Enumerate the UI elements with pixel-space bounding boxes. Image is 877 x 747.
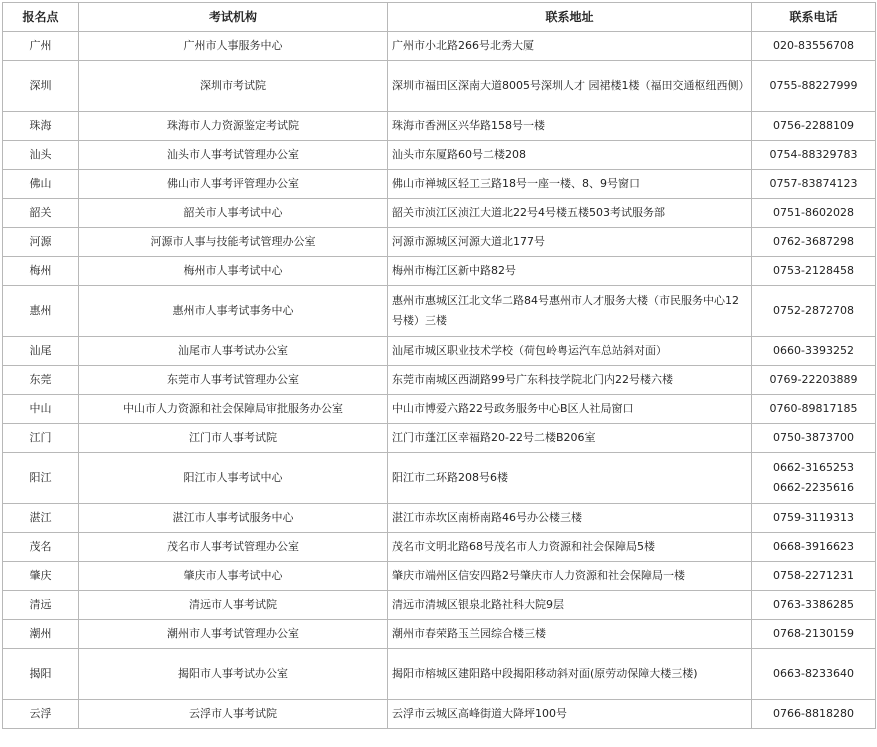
table-row	[3, 337, 876, 366]
phone-number: 0752-2872708	[773, 304, 854, 317]
address-cell: 中山市博爱六路22号政务服务中心B区人社局窗口	[388, 395, 752, 424]
site-cell: 云浮	[3, 700, 79, 729]
org-cell: 梅州市人事考试中心	[79, 257, 388, 286]
address-cell: 茂名市文明北路68号茂名市人力资源和社会保障局5楼	[388, 533, 752, 562]
site-cell: 河源	[3, 228, 79, 257]
phone-number: 0759-3119313	[773, 511, 854, 524]
address-cell: 东莞市南城区西湖路99号广东科技学院北门内22号楼六楼	[388, 366, 752, 395]
table-row	[3, 112, 876, 141]
table-row	[3, 141, 876, 170]
org-cell: 中山市人力资源和社会保障局审批服务办公室	[79, 395, 388, 424]
phone-number: 0757-83874123	[769, 177, 858, 190]
phone-number: 0660-3393252	[773, 344, 854, 357]
phone-number: 0769-22203889	[769, 373, 858, 386]
org-cell: 韶关市人事考试中心	[79, 199, 388, 228]
phone-number: 0751-8602028	[773, 206, 854, 219]
phone-cell	[752, 424, 876, 453]
address-cell: 佛山市禅城区轻工三路18号一座一楼、8、9号窗口	[388, 170, 752, 199]
phone-number: 0755-88227999	[769, 79, 858, 92]
site-cell: 梅州	[3, 257, 79, 286]
site-cell: 惠州	[3, 286, 79, 337]
org-cell: 惠州市人事考试事务中心	[79, 286, 388, 337]
site-cell: 中山	[3, 395, 79, 424]
org-cell: 深圳市考试院	[79, 61, 388, 112]
phone-number: 0754-88329783	[769, 148, 858, 161]
phone-number: 0756-2288109	[773, 119, 854, 132]
phone-cell	[752, 112, 876, 141]
address-cell: 梅州市梅江区新中路82号	[388, 257, 752, 286]
phone-number: 0763-3386285	[773, 598, 854, 611]
table-row	[3, 366, 876, 395]
address-cell: 云浮市云城区高峰街道大降坪100号	[388, 700, 752, 729]
phone-number: 0663-8233640	[773, 667, 854, 680]
table-row	[3, 533, 876, 562]
site-cell: 汕尾	[3, 337, 79, 366]
phone-cell	[752, 562, 876, 591]
site-cell: 阳江	[3, 453, 79, 504]
site-cell: 潮州	[3, 620, 79, 649]
table-row	[3, 61, 876, 112]
phone-cell	[752, 453, 876, 504]
table-row	[3, 257, 876, 286]
org-cell: 茂名市人事考试管理办公室	[79, 533, 388, 562]
address-cell: 汕尾市城区职业技术学校（荷包岭粤运汽车总站斜对面）	[388, 337, 752, 366]
address-cell: 揭阳市榕城区建阳路中段揭阳移动斜对面(原劳动保障大楼三楼)	[388, 649, 752, 700]
table-row	[3, 700, 876, 729]
header-address: 联系地址	[388, 3, 752, 32]
phone-cell	[752, 395, 876, 424]
phone-cell	[752, 700, 876, 729]
phone-number: 020-83556708	[773, 39, 854, 52]
org-cell: 潮州市人事考试管理办公室	[79, 620, 388, 649]
org-cell: 珠海市人力资源鉴定考试院	[79, 112, 388, 141]
site-cell: 韶关	[3, 199, 79, 228]
phone-number: 0668-3916623	[773, 540, 854, 553]
site-cell: 揭阳	[3, 649, 79, 700]
phone-cell	[752, 337, 876, 366]
phone-cell	[752, 170, 876, 199]
org-cell: 东莞市人事考试管理办公室	[79, 366, 388, 395]
phone-cell	[752, 620, 876, 649]
table-row	[3, 424, 876, 453]
site-cell: 深圳	[3, 61, 79, 112]
table-row	[3, 199, 876, 228]
phone-cell	[752, 533, 876, 562]
address-cell: 珠海市香洲区兴华路158号一楼	[388, 112, 752, 141]
address-cell: 阳江市二环路208号6楼	[388, 453, 752, 504]
table-row	[3, 395, 876, 424]
address-cell: 惠州市惠城区江北文华二路84号惠州市人才服务大楼（市民服务中心12号楼）三楼	[388, 286, 752, 337]
site-cell: 广州	[3, 32, 79, 61]
table-row	[3, 649, 876, 700]
org-cell: 阳江市人事考试中心	[79, 453, 388, 504]
address-cell: 韶关市浈江区浈江大道北22号4号楼五楼503考试服务部	[388, 199, 752, 228]
site-cell: 佛山	[3, 170, 79, 199]
phone-number: 0768-2130159	[773, 627, 854, 640]
address-cell: 湛江市赤坎区南桥南路46号办公楼三楼	[388, 504, 752, 533]
table-row	[3, 32, 876, 61]
site-cell: 汕头	[3, 141, 79, 170]
org-cell: 汕头市人事考试管理办公室	[79, 141, 388, 170]
phone-cell	[752, 141, 876, 170]
exam-offices-table	[2, 2, 876, 729]
header-site: 报名点	[3, 3, 79, 32]
table-row	[3, 504, 876, 533]
phone-number: 0753-2128458	[773, 264, 854, 277]
address-cell: 潮州市春荣路玉兰园综合楼三楼	[388, 620, 752, 649]
phone-cell	[752, 32, 876, 61]
address-cell: 汕头市东厦路60号二楼208	[388, 141, 752, 170]
phone-number: 0662-3165253	[773, 461, 854, 474]
phone-number: 0760-89817185	[769, 402, 858, 415]
header-phone: 联系电话	[752, 3, 876, 32]
table-row	[3, 170, 876, 199]
address-cell: 广州市小北路266号北秀大厦	[388, 32, 752, 61]
phone-cell	[752, 649, 876, 700]
site-cell: 东莞	[3, 366, 79, 395]
phone-cell	[752, 257, 876, 286]
org-cell: 清远市人事考试院	[79, 591, 388, 620]
phone-number: 0750-3873700	[773, 431, 854, 444]
phone-cell	[752, 504, 876, 533]
phone-cell	[752, 199, 876, 228]
phone-cell	[752, 286, 876, 337]
address-cell: 清远市清城区银泉北路社科大院9层	[388, 591, 752, 620]
address-cell: 深圳市福田区深南大道8005号深圳人才 园裙楼1楼（福田交通枢纽西侧）	[388, 61, 752, 112]
site-cell: 湛江	[3, 504, 79, 533]
table-row	[3, 620, 876, 649]
phone-cell	[752, 366, 876, 395]
org-cell: 河源市人事与技能考试管理办公室	[79, 228, 388, 257]
header-org: 考试机构	[79, 3, 388, 32]
phone-cell	[752, 61, 876, 112]
org-cell: 肇庆市人事考试中心	[79, 562, 388, 591]
phone-cell	[752, 591, 876, 620]
address-cell: 江门市蓬江区幸福路20-22号二楼B206室	[388, 424, 752, 453]
table-row	[3, 453, 876, 504]
org-cell: 汕尾市人事考试办公室	[79, 337, 388, 366]
phone-number: 0766-8818280	[773, 707, 854, 720]
site-cell: 肇庆	[3, 562, 79, 591]
org-cell: 佛山市人事考评管理办公室	[79, 170, 388, 199]
org-cell: 揭阳市人事考试办公室	[79, 649, 388, 700]
site-cell: 珠海	[3, 112, 79, 141]
address-cell: 河源市源城区河源大道北177号	[388, 228, 752, 257]
org-cell: 江门市人事考试院	[79, 424, 388, 453]
org-cell: 湛江市人事考试服务中心	[79, 504, 388, 533]
table-header-row	[3, 3, 876, 32]
table-row	[3, 591, 876, 620]
site-cell: 江门	[3, 424, 79, 453]
phone-cell	[752, 228, 876, 257]
table-row	[3, 286, 876, 337]
phone-number: 0758-2271231	[773, 569, 854, 582]
phone-number: 0662-2235616	[773, 481, 854, 494]
phone-number: 0762-3687298	[773, 235, 854, 248]
site-cell: 清远	[3, 591, 79, 620]
org-cell: 云浮市人事考试院	[79, 700, 388, 729]
table-row	[3, 228, 876, 257]
org-cell: 广州市人事服务中心	[79, 32, 388, 61]
table-row	[3, 562, 876, 591]
address-cell: 肇庆市端州区信安四路2号肇庆市人力资源和社会保障局一楼	[388, 562, 752, 591]
site-cell: 茂名	[3, 533, 79, 562]
